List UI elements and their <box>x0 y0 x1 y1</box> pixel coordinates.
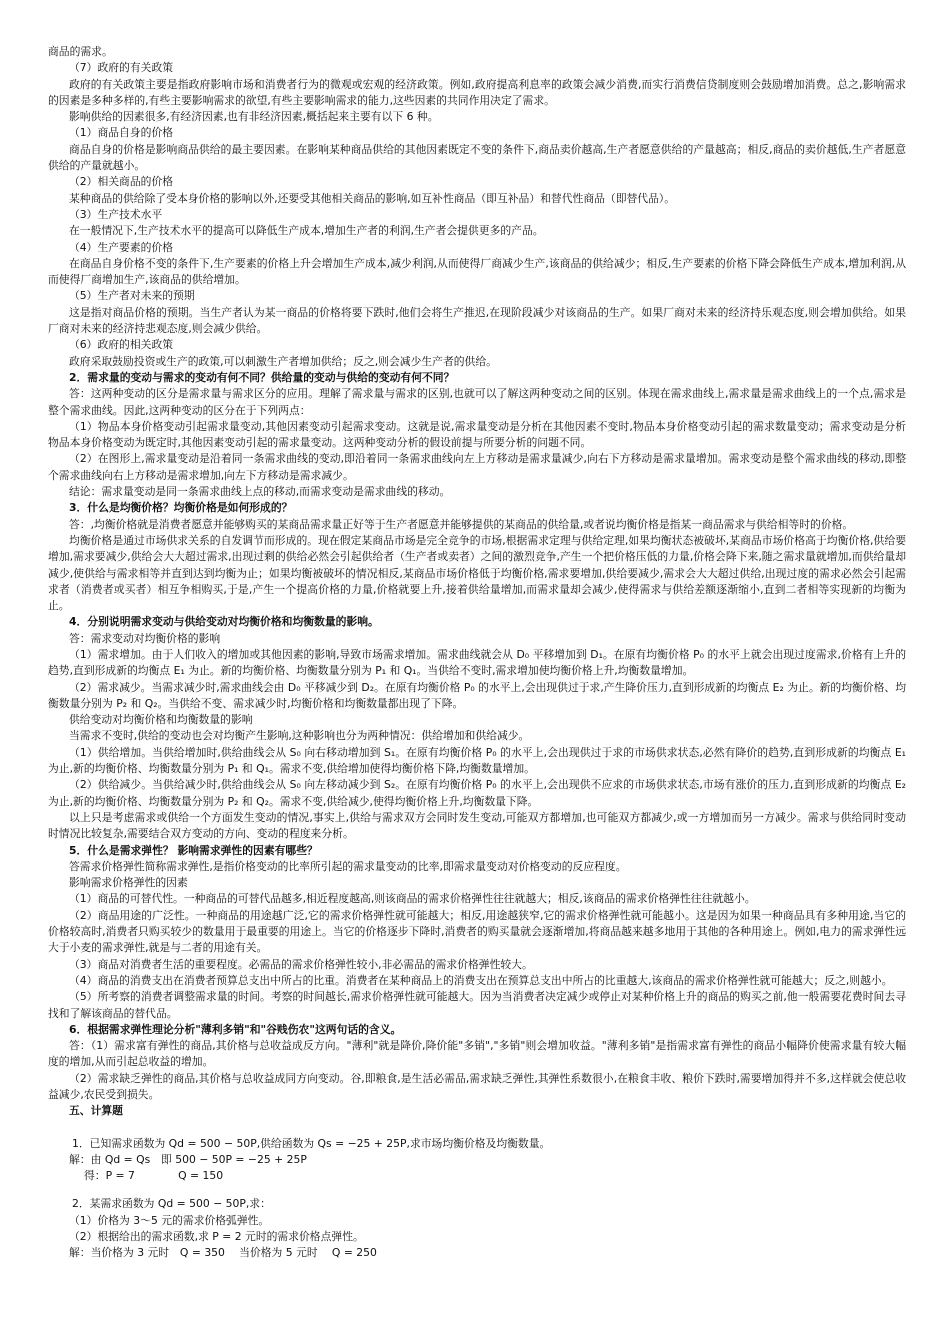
paragraph: 当需求不变时,供给的变动也会对均衡产生影响,这种影响也分为两种情况：供给增加和供给减少。 <box>69 729 530 743</box>
paragraph: （1）需求增加。由于人们收入的增加或其他因素的影响,导致市场需求增加。需求曲线就会从 D₀ 平移增加到 D₁。在原有均衡价格 P₀ 的水平上就会出现过度需求,价格有上升的趋势,直到形成新的均衡点 E₁ 为止。新的均衡价格、均衡数量分别为 P₁ 和 Q₁。当供给不变时,需求增加使均衡价格上升,均衡数量增加。 <box>48 647 906 678</box>
paragraph: 答：,均衡价格就是消费者愿意并能够购买的某商品需求量正好等于生产者愿意并能够提供的某商品的供给量,或者说均衡价格是指某一商品需求与供给相等时的价格。 <box>69 517 854 531</box>
paragraph: 以上只是考虑需求或供给一个方面发生变动的情况,事实上,供给与需求双方会同时发生变动,可能双方都增加,也可能双方都减少,或一方增加而另一方减少。需求与供给同时变动时情况比较复杂,需要结合双方变动的方向、变动的程度来分析。 <box>48 810 906 841</box>
paragraph: 答：（1）需求富有弹性的商品,其价格与总收益成反方向。"薄利"就是降价,降价能"多销","多销"则会增加收益。"薄利多销"是指需求富有弹性的商品小幅降价使需求量有较大幅度的增加,从而引起总收益的增加。 <box>48 1039 906 1069</box>
paragraph: （2）在图形上,需求量变动是沿着同一条需求曲线的变动,即沿着同一条需求曲线向左上方移动是需求量减少,向右下方移动是需求量增加。需求变动是整个需求曲线的移动,即整个需求曲线向右上方移动是需求增加,向左下方移动是需求减少。 <box>48 452 906 482</box>
paragraph: （2）供给减少。当供给减少时,供给曲线会从 S₀ 向左移动减少到 S₂。在原有均衡价格 P₀ 的水平上,会出现供不应求的市场供求状态,市场有涨价的压力,直到形成新的均衡点 E₂ 为止,新的均衡价格、均衡数量分别为 P₂ 和 Q₂。需求不变,供给减少,使得均衡价格上升,均衡数量下降。 <box>48 778 906 808</box>
paragraph: 在一般情况下,生产技术水平的提高可以降低生产成本,增加生产者的利润,生产者会提供更多的产品。 <box>69 224 544 238</box>
paragraph: 答：这两种变动的区分是需求量与需求区分的应用。理解了需求量与需求的区别,也就可以了解这两种变动之间的区别。体现在需求曲线上,需求量是需求曲线上的一个点,需求是整个需求曲线。因此,这两种变动的区分在于下列两点： <box>48 387 906 417</box>
section-heading: （7）政府的有关政策 <box>69 61 174 75</box>
paragraph: 影响需求价格弹性的因素 <box>69 876 188 890</box>
paragraph: （1）物品本身价格变动引起需求量变动,其他因素变动引起需求变动。这就是说,需求量变动是分析在其他因素不变时,物品本身价格变动引起的需求数量变动；需求变动是分析物品本身价格变动为既定时,其他因素变动引起的需求量变动。这两种变动分析的假设前提与所要分析的问题不同。 <box>48 419 906 450</box>
paragraph: 在商品自身价格不变的条件下,生产要素的价格上升会增加生产成本,减少利润,从而使得厂商减少生产,该商品的供给减少；相反,生产要素的价格下降会降低生产成本,增加利润,从而使得厂商增加生产,该商品的供给增加。 <box>48 256 906 287</box>
question-heading: 3．什么是均衡价格？均衡价格是如何形成的？ <box>69 501 293 515</box>
paragraph: 政府采取鼓励投资或生产的政策,可以刺激生产者增加供给；反之,则会减少生产者的供给。 <box>69 354 497 368</box>
solution-line: 解：由 Qd = Qs 即 500 − 50P = −25 + 25P <box>69 1152 307 1166</box>
section-heading: （3）生产技术水平 <box>69 207 163 221</box>
paragraph: 商品自身的价格是影响商品供给的最主要因素。在影响某种商品供给的其他因素既定不变的条件下,商品卖价越高,生产者愿意供给的产量越高；相反,商品的卖价越低,生产者愿意供给的产量就越小。 <box>48 142 906 173</box>
solution-line: 解：当价格为 3 元时 Q = 350 当价格为 5 元时 Q = 250 <box>69 1246 377 1260</box>
paragraph: 这是指对商品价格的预期。当生产者认为某一商品的价格将要下跌时,他们会将生产推迟,在现阶段减少对该商品的生产。如果厂商对未来的经济持乐观态度,则会增加供给。如果厂商对未来的经济持悲观态度,则会减少供给。 <box>48 305 906 336</box>
section-heading: （2）相关商品的价格 <box>69 175 174 189</box>
question-heading: 6．根据需求弹性理论分析"薄利多销"和"谷贱伤农"这两句话的含义。 <box>69 1022 402 1036</box>
paragraph: （4）商品的消费支出在消费者预算总支出中所占的比重。消费者在某种商品上的消费支出在预算总支出中所占的比重越大,该商品的需求价格弹性就可能越大；反之,则越小。 <box>69 973 893 987</box>
paragraph: 供给变动对均衡价格和均衡数量的影响 <box>69 713 253 727</box>
section-heading: （1）商品自身的价格 <box>69 126 174 140</box>
paragraph: （2）商品用途的广泛性。一种商品的用途越广泛,它的需求价格弹性就可能越大；相反,用途越狭窄,它的需求价格弹性就可能越小。这是因为如果一种商品具有多种用途,当它的价格较高时,消费者只购买较少的数量用于最重要的用途上。当它的价格逐步下降时,消费者的购买量就会逐渐增加,将商品越来越多地用于其他的各种用途上。例如,电力的需求弹性远大于小麦的需求弹性,就是与二者的用途有关。 <box>48 908 906 955</box>
problem-statement: 2．某需求函数为 Qd = 500 − 50P,求： <box>72 1197 271 1211</box>
paragraph: 政府的有关政策主要是指政府影响市场和消费者行为的微观或宏观的经济政策。例如,政府提高利息率的政策会减少消费,而实行消费信贷制度则会鼓励增加消费。总之,影响需求的因素是多种多样的,有些主要影响需求的欲望,有些主要影响需求的能力,这些因素的共同作用决定了需求。 <box>48 77 906 107</box>
document-page <box>48 44 906 1262</box>
paragraph: 均衡价格是通过市场供求关系的自发调节而形成的。现在假定某商品市场是完全竞争的市场,根据需求定理与供给定理,如果均衡状态被破坏,某商品市场价格高于均衡价格,供给要增加,需求要减少,供给会大大超过需求,出现过剩的供给必然会引起供给者（生产者或卖者）之间的激烈竞争,产生一个把价格压低的力量,价格会降下来,随之需求量就增加,而供给量却减少,使供给与需求相等并直到达到均衡为止；如果均衡被破坏的情况相反,某商品市场价格低于均衡价格,需求要增加,供给要减少,需求会大大超过供给,出现过度的需求必然会引起需求者（消费者或买者）相互争相购买,于是,产生一个提高价格的力量,价格就要上升,接着供给量增加,而需求量却会减少,使得需求与供给差额逐渐缩小,直到二者相等实现新的均衡为止。 <box>48 533 906 613</box>
paragraph: 答：需求变动对均衡价格的影响 <box>69 631 221 645</box>
section-heading: （6）政府的相关政策 <box>69 338 174 352</box>
problem-part: （2）根据给出的需求函数,求 P = 2 元时的需求价格点弹性。 <box>69 1230 364 1244</box>
paragraph: （2）需求减少。当需求减少时,需求曲线会由 D₀ 平移减少到 D₂。在原有均衡价格 P₀ 的水平上,会出现供过于求,产生降价压力,直到形成新的均衡点 E₂ 为止。新的均衡价格、均衡数量分别为 P₂ 和 Q₂。当供给不变、需求减少时,均衡价格和均衡数量都出现了下降。 <box>48 680 906 710</box>
paragraph: （1）供给增加。当供给增加时,供给曲线会从 S₀ 向右移动增加到 S₁。在原有均衡价格 P₀ 的水平上,会出现供过于求的市场供求状态,必然有降价的趋势,直到形成新的均衡点 E₁ 为止,新的均衡价格、均衡数量分别为 P₁ 和 Q₁。需求不变,供给增加使得均衡价格下降,均衡数量增加。 <box>48 745 906 776</box>
question-heading: 2．需求量的变动与需求的变动有何不同？供给量的变动与供给的变动有何不同？ <box>69 370 455 384</box>
paragraph: 答需求价格弹性简称需求弹性,是指价格变动的比率所引起的需求量变动的比率,即需求量变动对价格变动的反应程度。 <box>69 859 627 873</box>
paragraph: （1）商品的可替代性。一种商品的可替代品越多,相近程度越高,则该商品的需求价格弹性往往就越大；相反,该商品的需求价格弹性往往就越小。 <box>69 892 756 906</box>
problem-statement: 1．已知需求函数为 Qd = 500 − 50P,供给函数为 Qs = −25 + 25P,求市场均衡价格及均衡数量。 <box>72 1136 551 1150</box>
question-heading: 5．什么是需求弹性？ 影响需求弹性的因素有哪些？ <box>69 843 318 857</box>
text-line: 商品的需求。 <box>48 45 113 58</box>
paragraph: （5）所考察的消费者调整需求量的时间。考察的时间越长,需求价格弹性就可能越大。因为当消费者决定减少或停止对某种价格上升的商品的购买之前,他一般需要花费时间去寻找和了解该商品的替代品。 <box>48 990 906 1020</box>
section-heading: （5）生产者对未来的预期 <box>69 289 195 303</box>
solution-line: 得：P = 7 Q = 150 <box>84 1169 224 1183</box>
paragraph: 某种商品的供给除了受本身价格的影响以外,还要受其他相关商品的影响,如互补性商品（即互补品）和替代性商品（即替代品）。 <box>69 191 676 205</box>
section-heading: （4）生产要素的价格 <box>69 240 174 254</box>
problem-part: （1）价格为 3～5 元的需求价格弧弹性。 <box>69 1213 270 1227</box>
paragraph: （3）商品对消费者生活的重要程度。必需品的需求价格弹性较小,非必需品的需求价格弹性较大。 <box>69 957 533 971</box>
paragraph: （2）需求缺乏弹性的商品,其价格与总收益成同方向变动。谷,即粮食,是生活必需品,需求缺乏弹性,其弹性系数很小,在粮食丰收、粮价下跌时,需要增加得并不多,这样就会使总收益减少,农民受到损失。 <box>48 1071 906 1101</box>
paragraph: 结论：需求量变动是同一条需求曲线上点的移动,而需求变动是需求曲线的移动。 <box>69 485 451 499</box>
question-heading: 4．分别说明需求变动与供给变动对均衡价格和均衡数量的影响。 <box>69 615 379 629</box>
section-title: 五、计算题 <box>69 1104 123 1118</box>
paragraph: 影响供给的因素很多,有经济因素,也有非经济因素,概括起来主要有以下 6 种。 <box>69 110 439 124</box>
